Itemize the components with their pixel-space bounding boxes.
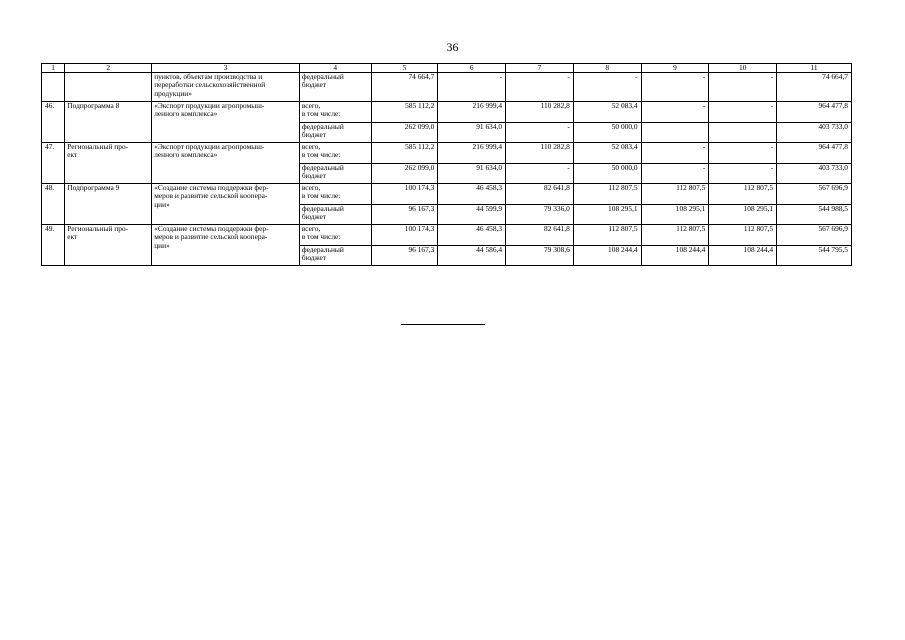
header-cell: 5: [371, 64, 438, 73]
value-cell: 52 083,4: [573, 143, 641, 164]
program-cell: Региональный про- ект: [65, 225, 152, 266]
value-cell: 79 308,6: [506, 246, 574, 266]
value-cell: 112 807,5: [573, 184, 641, 205]
value-cell: 44 586,4: [438, 246, 506, 266]
value-cell: -: [709, 73, 777, 102]
header-cell: 1: [42, 64, 65, 73]
value-cell: -: [641, 73, 709, 102]
value-cell: -: [641, 143, 709, 164]
project-name-cell: «Создание системы поддержки фер- меров и развитие сельской коопера- ции»: [152, 225, 300, 266]
value-cell: 403 733,0: [777, 123, 852, 143]
header-cell: 10: [709, 64, 777, 73]
value-cell: 112 807,5: [709, 184, 777, 205]
project-name-cell: пунктов, объектам производства и переработки сельскохозяйственной продукции»: [152, 73, 300, 102]
value-cell: 585 112,2: [371, 102, 438, 123]
header-cell: 4: [299, 64, 371, 73]
table-row: [42, 225, 852, 246]
value-cell: 52 083,4: [573, 102, 641, 123]
value-cell: 403 733,0: [777, 164, 852, 184]
header-cell: 9: [641, 64, 709, 73]
value-cell: 91 634,0: [438, 123, 506, 143]
value-cell: [709, 123, 777, 143]
closing-rule: [401, 324, 485, 325]
value-cell: 964 477,8: [777, 143, 852, 164]
value-cell: 216 999,4: [438, 143, 506, 164]
budget-type-cell: всего, в том числе:: [299, 102, 371, 123]
project-name-cell: «Экспорт продукции агропромыш- ленного комплекса»: [152, 102, 300, 143]
value-cell: 50 000,0: [573, 164, 641, 184]
header-cell: 7: [506, 64, 574, 73]
value-cell: 82 641,8: [506, 184, 574, 205]
value-cell: 44 599,9: [438, 205, 506, 225]
value-cell: 112 807,5: [641, 184, 709, 205]
budget-type-cell: всего, в том числе:: [299, 184, 371, 205]
value-cell: 262 099,0: [371, 123, 438, 143]
value-cell: 74 664,7: [777, 73, 852, 102]
budget-table: [41, 63, 852, 266]
value-cell: 96 167,3: [371, 205, 438, 225]
budget-type-cell: федеральный бюджет: [299, 123, 371, 143]
value-cell: 108 295,1: [573, 205, 641, 225]
value-cell: 108 295,1: [641, 205, 709, 225]
table-row: [42, 184, 852, 205]
value-cell: 82 641,8: [506, 225, 574, 246]
project-name-cell: «Экспорт продукции агропромыш- ленного комплекса»: [152, 143, 300, 184]
value-cell: 108 295,1: [709, 205, 777, 225]
project-name-cell: «Создание системы поддержки фер- меров и развитие сельской коопера- ции»: [152, 184, 300, 225]
header-cell: 6: [438, 64, 506, 73]
header-cell: 8: [573, 64, 641, 73]
header-cell: 3: [152, 64, 300, 73]
budget-type-cell: федеральный бюджет: [299, 205, 371, 225]
value-cell: 544 795,5: [777, 246, 852, 266]
budget-type-cell: федеральный бюджет: [299, 246, 371, 266]
value-cell: 100 174,3: [371, 225, 438, 246]
program-cell: Региональный про- ект: [65, 143, 152, 184]
value-cell: 585 112,2: [371, 143, 438, 164]
table-row: [42, 73, 852, 102]
budget-type-cell: всего, в том числе:: [299, 143, 371, 164]
program-cell: [65, 73, 152, 102]
value-cell: -: [438, 73, 506, 102]
value-cell: [641, 123, 709, 143]
value-cell: 96 167,3: [371, 246, 438, 266]
value-cell: 112 807,5: [709, 225, 777, 246]
value-cell: -: [709, 102, 777, 123]
value-cell: 108 244,4: [641, 246, 709, 266]
table-row: [42, 143, 852, 164]
row-number-cell: 48.: [42, 184, 65, 225]
header-cell: 11: [777, 64, 852, 73]
value-cell: 567 696,9: [777, 225, 852, 246]
value-cell: 544 988,5: [777, 205, 852, 225]
budget-type-cell: федеральный бюджет: [299, 164, 371, 184]
value-cell: 262 099,0: [371, 164, 438, 184]
value-cell: -: [709, 164, 777, 184]
value-cell: 112 807,5: [641, 225, 709, 246]
row-number-cell: 46.: [42, 102, 65, 143]
value-cell: 108 244,4: [573, 246, 641, 266]
value-cell: 79 336,0: [506, 205, 574, 225]
program-cell: Подпрограмма 9: [65, 184, 152, 225]
value-cell: 108 244,4: [709, 246, 777, 266]
budget-type-cell: всего, в том числе:: [299, 225, 371, 246]
value-cell: -: [641, 102, 709, 123]
value-cell: 112 807,5: [573, 225, 641, 246]
value-cell: 110 282,8: [506, 102, 574, 123]
value-cell: 110 282,8: [506, 143, 574, 164]
row-number-cell: 49.: [42, 225, 65, 266]
value-cell: 216 999,4: [438, 102, 506, 123]
value-cell: 567 696,9: [777, 184, 852, 205]
row-number-cell: 47.: [42, 143, 65, 184]
table-row: [42, 102, 852, 123]
program-cell: Подпрограмма 8: [65, 102, 152, 143]
value-cell: -: [641, 164, 709, 184]
value-cell: -: [709, 143, 777, 164]
value-cell: 91 634,0: [438, 164, 506, 184]
value-cell: 74 664,7: [371, 73, 438, 102]
value-cell: 964 477,8: [777, 102, 852, 123]
value-cell: 50 000,0: [573, 123, 641, 143]
value-cell: 46 458,3: [438, 184, 506, 205]
value-cell: -: [506, 123, 574, 143]
value-cell: 100 174,3: [371, 184, 438, 205]
value-cell: -: [573, 73, 641, 102]
budget-type-cell: федеральный бюджет: [299, 73, 371, 102]
row-number-cell: [42, 73, 65, 102]
value-cell: -: [506, 164, 574, 184]
value-cell: 46 458,3: [438, 225, 506, 246]
page-number: 36: [446, 40, 459, 54]
value-cell: -: [506, 73, 574, 102]
header-cell: 2: [65, 64, 152, 73]
